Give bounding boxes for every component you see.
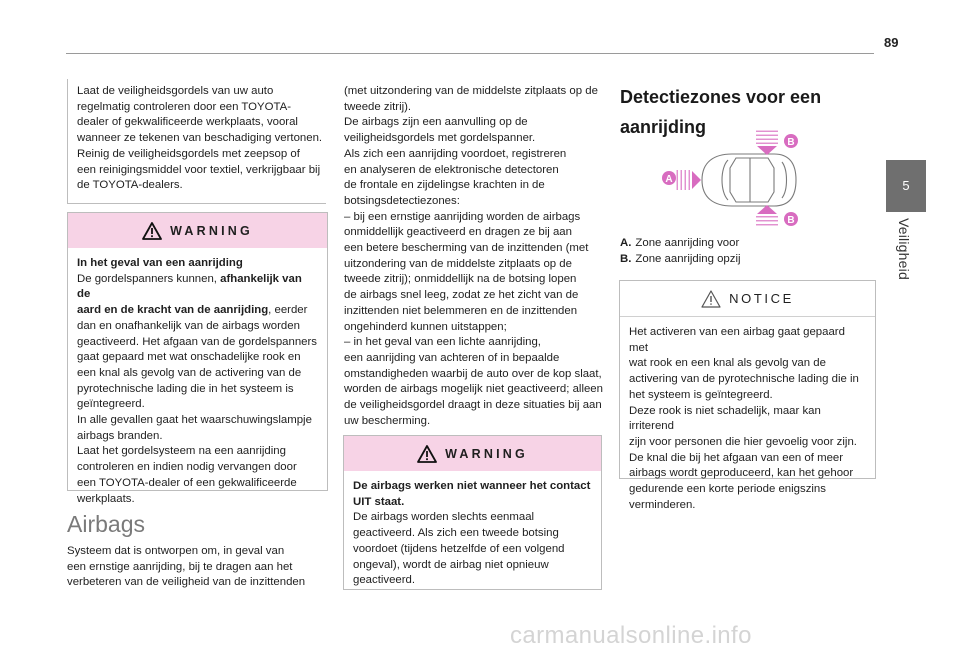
text-line: uw bescherming. — [344, 414, 431, 427]
notice-triangle-icon — [701, 290, 721, 308]
text-line: dan en onafhankelijk van de airbags worden — [77, 319, 300, 332]
text-line: onmiddellijk geactiveerd en dragen ze bij aan — [344, 226, 572, 239]
text-line — [77, 272, 318, 303]
text-line: In alle gevallen gaat het waarschuwingslampje — [77, 414, 312, 427]
legend-item — [620, 236, 741, 252]
text-line: Systeem dat is ontworpen om, in geval van — [67, 545, 285, 557]
chapter-title: Veiligheid — [896, 218, 912, 280]
warning-triangle-icon — [417, 445, 437, 463]
warning-header — [344, 436, 601, 471]
warning-triangle-icon — [142, 222, 162, 240]
text-line: pyrotechnische lading die in het systeem is — [77, 382, 294, 395]
warning-title: In het geval van een aanrijding — [77, 257, 243, 269]
warning-title-line: UIT staat. — [353, 495, 405, 508]
legend-key: B. — [620, 252, 632, 265]
watermark-link[interactable]: carmanualsonline.info — [510, 622, 752, 649]
text-line: De knal die bij het afgaan van een of meer — [629, 451, 844, 464]
notice-body — [620, 317, 875, 513]
text-line: geactiveerd. — [353, 574, 416, 587]
legend-item — [620, 252, 741, 268]
front-zone-arrow — [676, 170, 701, 190]
warning-box-airbags — [343, 435, 602, 590]
bold-span: aard en de kracht van de aanrijding — [77, 304, 269, 317]
warning-body — [68, 248, 327, 507]
text-line: wat rook en een knal als gevolg van de — [629, 357, 826, 370]
text-line: een ernstige aanrijding, bij te dragen aan het — [67, 560, 293, 573]
text-line: Als zich een aanrijding voordoet, registreren — [344, 147, 567, 160]
warning-title-line: De airbags werken niet wanneer het contact — [353, 480, 591, 492]
page-number: 89 — [884, 35, 899, 50]
text-line: wanneer ze tekenen van beschadiging vertonen. — [77, 132, 323, 145]
text-line: de frontale en zijdelingse krachten in de — [344, 179, 545, 192]
text-span: , eerder — [268, 304, 308, 317]
label-a: A — [665, 174, 673, 185]
text-line: werkplaats. — [77, 492, 135, 505]
text-line: gedurende een korte periode enigszins — [629, 483, 826, 496]
legend-text: Zone aanrijding opzij — [635, 252, 741, 265]
warning-header — [68, 213, 327, 248]
side-zone-top-arrow — [756, 130, 778, 155]
text-line: Reinig de veiligheidsgordels met zeepsop of — [77, 147, 300, 160]
text-line: worden de airbags mogelijk niet geactiveerd; alleen — [344, 383, 603, 396]
text-line: en analyseren de elektronische detectoren — [344, 163, 559, 176]
text-line: een aanrijding van achteren of in bepaalde — [344, 351, 560, 364]
airbags-intro — [67, 544, 327, 591]
text-line: – in het geval van een lichte aanrijding, — [344, 336, 541, 349]
text-line: de veiligheidsgordel draagt in deze situaties bij aan — [344, 399, 602, 412]
text-line: uitzondering van de middelste zitplaats op de — [344, 257, 572, 270]
text-line: airbags wordt geproduceerd, kan het gehoor — [629, 467, 854, 480]
text-line: verminderen. — [629, 498, 696, 511]
top-rule — [66, 53, 874, 54]
text-line: airbags branden. — [77, 429, 163, 442]
text-line: De airbags worden slechts eenmaal — [353, 511, 535, 524]
text-line: omstandigheden waarbij de auto over de kop slaat, — [344, 367, 602, 380]
legend-key: A. — [620, 237, 632, 249]
car-outline — [702, 154, 796, 206]
text-line: regelmatig controleren door een TOYOTA- — [77, 100, 291, 113]
notice-header — [620, 281, 875, 317]
text-line: een reinigingsmiddel voor textiel, verkrijgbaar bij — [77, 163, 321, 176]
text-line: Het activeren van een airbag gaat gepaard met — [629, 326, 845, 354]
text-line: voordoet (tijdens hetzelfde of een volgend — [353, 542, 565, 555]
label-b-top: B — [787, 137, 795, 148]
warning-label: WARNING — [170, 223, 253, 238]
text-line — [77, 303, 318, 319]
intro-box-bottom-border — [67, 203, 326, 204]
text-line: inzittenden niet belemmeren en de inzittenden — [344, 304, 578, 317]
text-line: geactiveerd. Als zich een tweede botsing — [353, 527, 559, 540]
text-line: geïntegreerd. — [77, 398, 145, 411]
text-line: De airbags zijn een aanvulling op de — [344, 116, 528, 129]
text-line: tweede zitrij); onmiddellijk na de botsing lopen — [344, 273, 577, 286]
text-line: Deze rook is niet schadelijk, maar kan irriterend — [629, 404, 821, 433]
collision-zones-diagram — [650, 128, 810, 228]
text-line: een TOYOTA-dealer of een gekwalificeerde — [77, 476, 297, 489]
text-line: ongeval), wordt de airbag niet opnieuw — [353, 558, 549, 571]
heading-line: aanrijding — [620, 117, 707, 137]
diagram-legend — [620, 236, 741, 267]
text-line: veiligheidsgordels met gordelspanner. — [344, 132, 536, 145]
label-b-bottom: B — [787, 215, 795, 226]
text-line: geactiveerd. Het afgaan van de gordelspanners — [77, 335, 317, 348]
text-line: (met uitzondering van de middelste zitplaats op de — [344, 85, 598, 97]
notice-box — [619, 280, 876, 511]
text-line: een betere bescherming van de inzittenden (met — [344, 242, 589, 255]
airbags-heading: Airbags — [67, 511, 145, 537]
text-line: controleren en indien nodig vervangen door — [77, 461, 297, 474]
airbags-description — [344, 84, 606, 429]
text-line: ongehinderd kunnen uitstappen; — [344, 320, 507, 333]
text-line: Laat de veiligheidsgordels van uw auto — [77, 85, 274, 97]
side-zone-bottom-arrow — [756, 205, 778, 226]
text-line: het systeem is geïntegreerd. — [629, 388, 773, 401]
legend-text: Zone aanrijding voor — [635, 237, 740, 249]
text-line: activering van de pyrotechnische lading die in — [629, 373, 859, 386]
text-line: verbeteren van de veiligheid van de inzittenden — [67, 576, 306, 589]
text-span: De gordelspanners kunnen, — [77, 272, 221, 285]
text-line: een knal als gevolg van de activering van de — [77, 366, 302, 379]
text-line: de TOYOTA-dealers. — [77, 179, 183, 192]
text-line: zijn voor personen die hier gevoelig voor zijn. — [629, 435, 857, 448]
text-line: dealer of gekwalificeerde werkplaats, vooral — [77, 116, 298, 129]
bold-span: afhankelijk van de — [77, 272, 302, 301]
heading-line: Detectiezones voor een — [620, 87, 822, 107]
notice-label: NOTICE — [729, 291, 794, 306]
text-line: – bij een ernstige aanrijding worden de airbags — [344, 210, 581, 223]
text-line: gaat gepaard met wat onschadelijke rook en — [77, 351, 301, 364]
warning-body — [344, 471, 601, 589]
warning-box-seatbelt — [67, 212, 328, 505]
text-line: Laat het gordelsysteem na een aanrijding — [77, 445, 286, 458]
text-line: de airbags snel leeg, zodat ze het zicht van de — [344, 289, 579, 302]
text-line: botsingsdetectiezones: — [344, 194, 460, 207]
intro-box-left-border — [67, 79, 68, 204]
seatbelt-intro — [77, 84, 327, 194]
warning-label: WARNING — [445, 446, 528, 461]
text-line: tweede zitrij). — [344, 100, 412, 113]
chapter-tab[interactable]: 5 — [886, 160, 926, 212]
